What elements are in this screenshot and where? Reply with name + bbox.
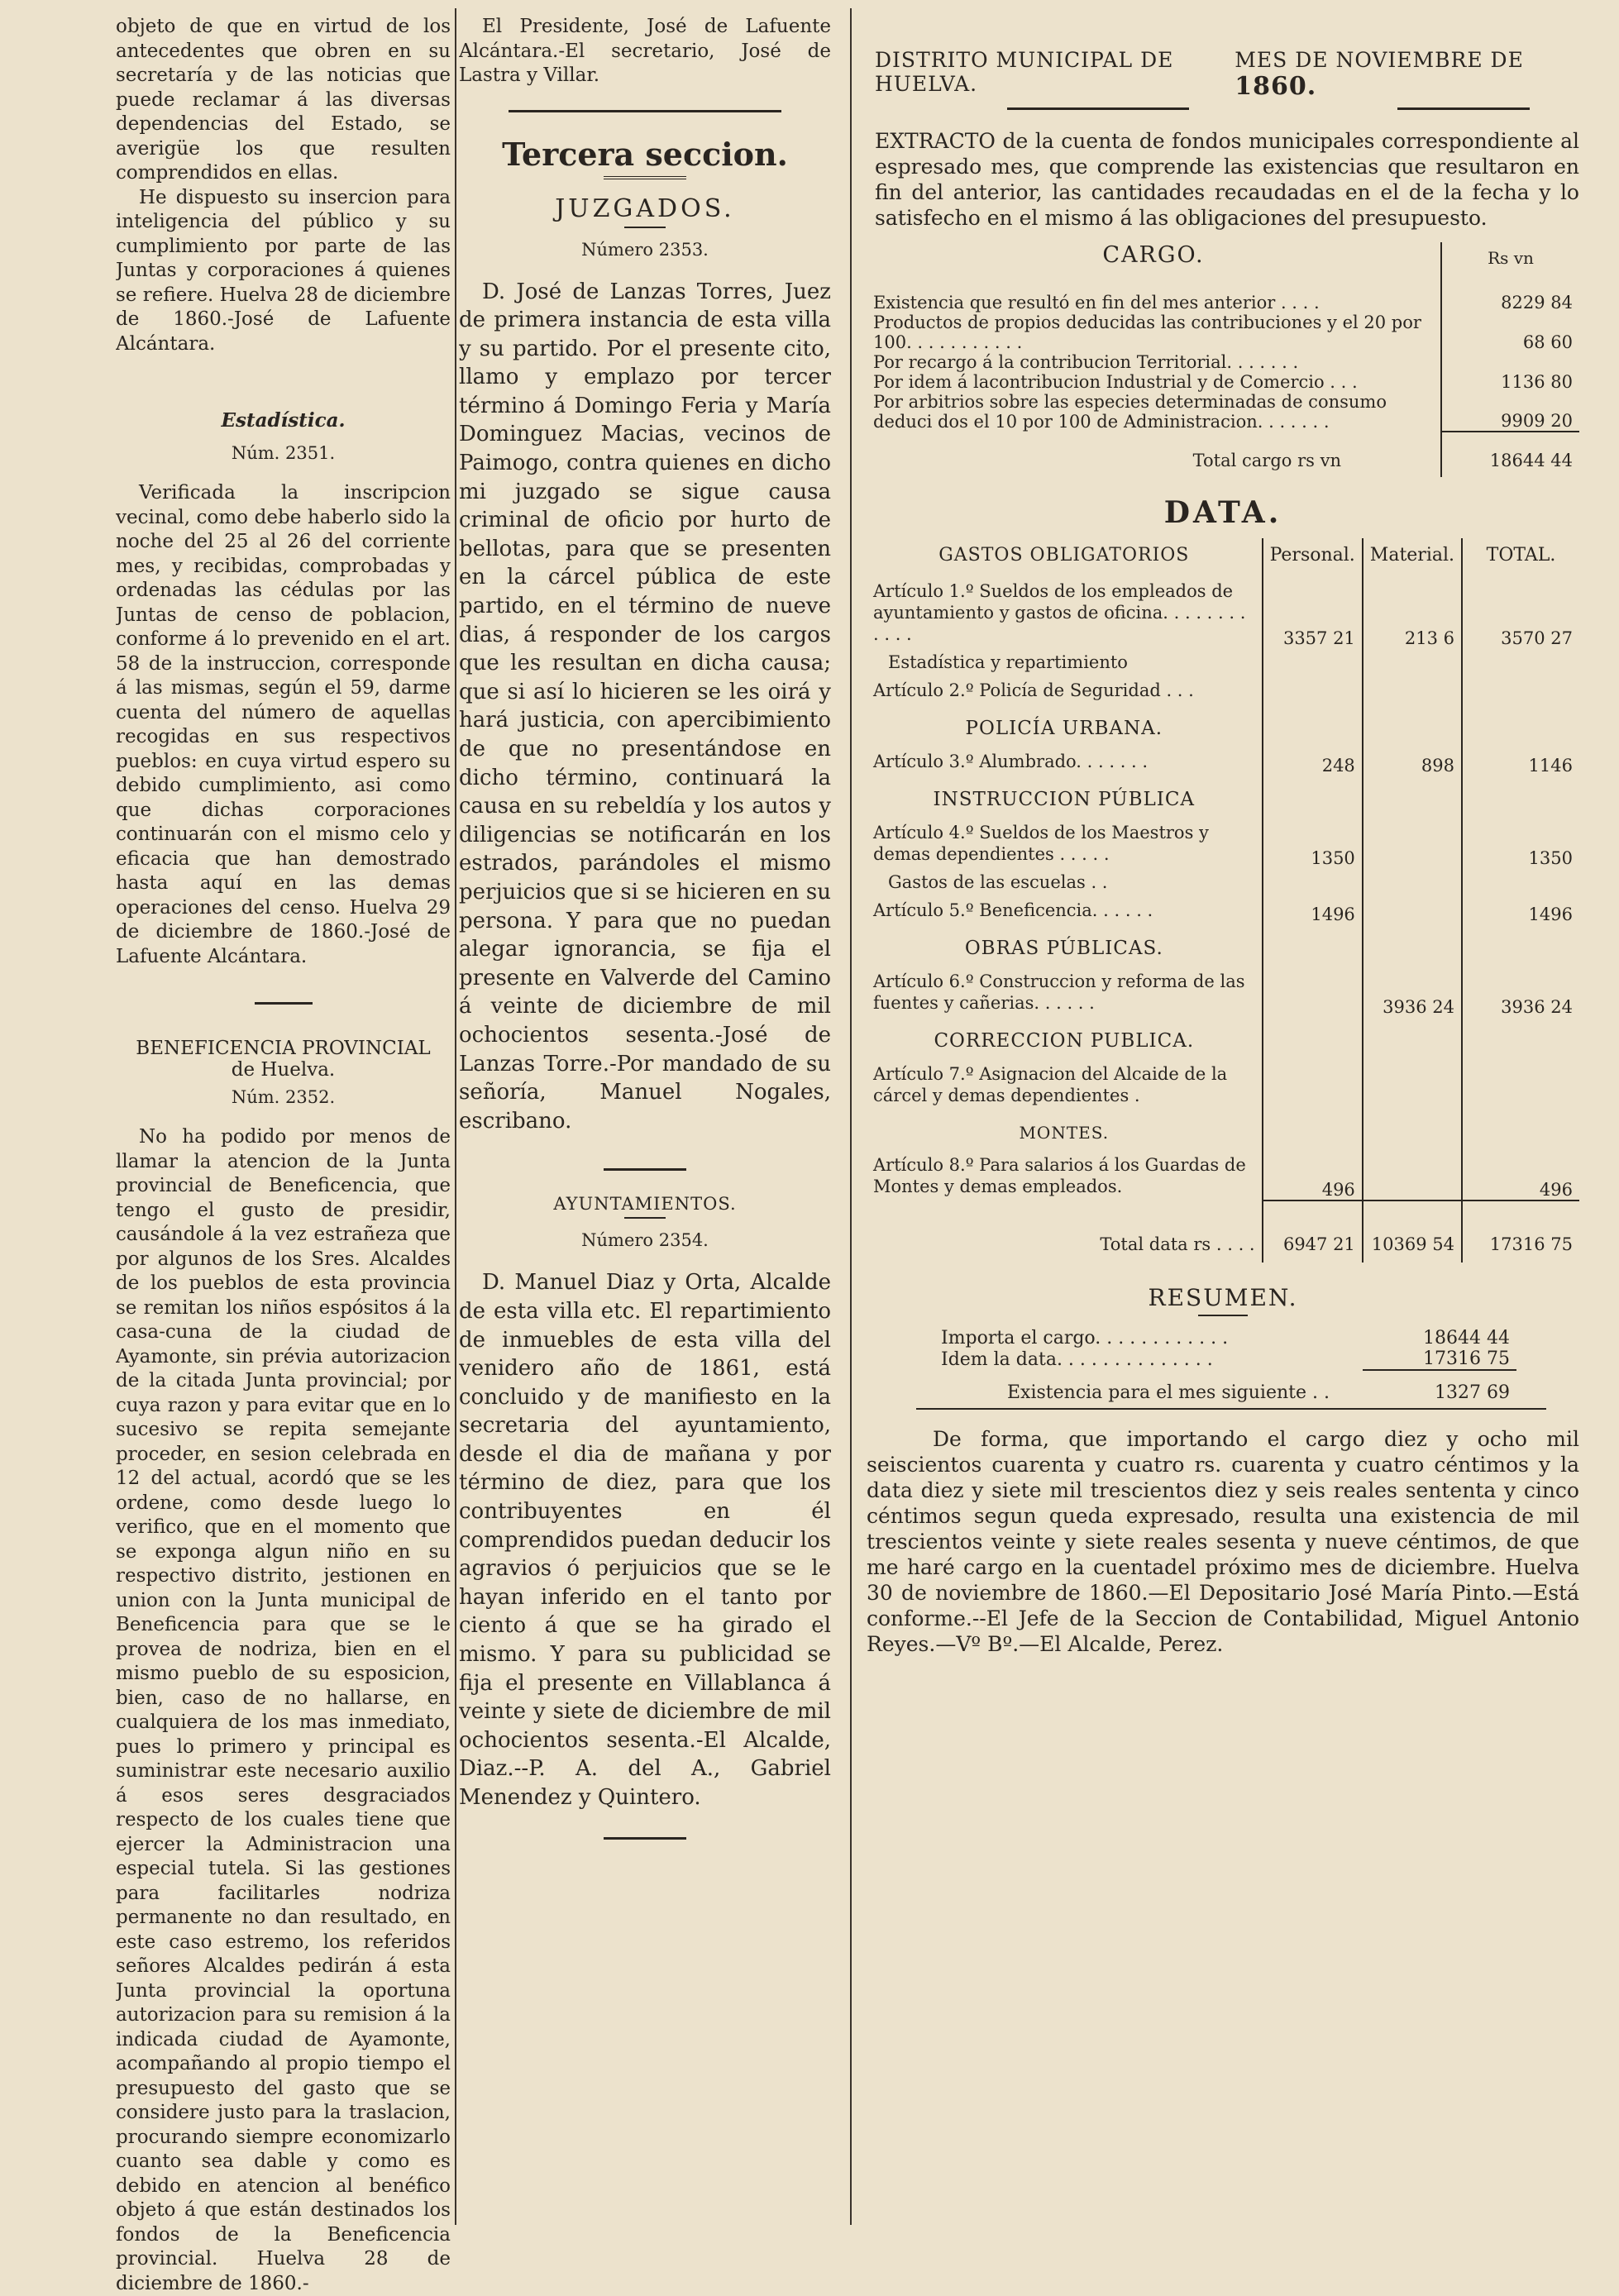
cargo-row: Productos de propios deducidas las contribuciones y el 20 por 100. . . . . . . . . . . 68 60 — [867, 313, 1579, 352]
signature: El Presidente, José de Lafuente Alcántara.-El secretario, José de Lastra y Villar. — [459, 16, 831, 86]
resumen-row: Existencia para el mes siguiente . . 1327 69 — [1007, 1382, 1510, 1403]
separator — [604, 1837, 686, 1840]
circular-closing: He dispuesto su insercion para inteligencia del público y su cumplimiento por parte de las Juntas y corporaciones á quienes se refiere. Huelva 28 de diciembre de 1860.-José de Lafuente Alcántara. — [116, 186, 451, 355]
data-row: Artículo 7.º Asignacion del Alcaide de la cárcel y demas dependientes . — [867, 1060, 1579, 1110]
data-subheading: OBRAS PÚBLICAS. — [867, 924, 1579, 967]
data-heading: DATA. — [1163, 495, 1282, 530]
separator — [255, 1002, 313, 1005]
cargo-heading: CARGO. — [1102, 242, 1205, 268]
section-heading: AYUNTAMIENTOS. — [553, 1194, 737, 1215]
notice-text: D. Manuel Diaz y Orta, Alcalde de esta villa etc. El repartimiento de inmuebles de esta villa del venidero año de 1861, está concluido y de manifiesto en la secretaria del ayuntamiento, desde el dia de mañana y por término de diez, para que los contribuyentes en él comprendidos puedan deducir los agravios ó perjuicios que se le hayan inferido en el tanto por ciento á que se ha girado el mismo. Y para su publicidad se fija el presente en Villablanca á veinte y siete de diciembre de mil ochocientos sesenta.-El Alcalde, Diaz.--P. A. del A., Gabriel Menendez y Quintero. — [459, 1270, 831, 1810]
data-row: Artículo 5.º Beneficencia. . . . . . 1496 1496 — [867, 896, 1579, 924]
data-table — [867, 538, 1579, 1263]
cargo-total-row — [867, 432, 1579, 477]
separator — [1198, 1315, 1248, 1316]
cargo-total: 18644 44 — [1441, 432, 1579, 477]
notice-text: D. José de Lanzas Torres, Juez de primera instancia de esta villa y su partido. Por el presente cito, llamo y emplazo por tercer término á Domingo Feria y María Dominguez Macias, vecinos de Paimogo, contra quienes en dicho mi juzgado se sigue causa criminal de oficio por hurto de bellotas, para que se presenten en la cárcel pública de este partido, en el término de nueve dias, á responder de los cargos que les resultan en dicha causa; que si así lo hicieren se les oirá y hará justicia, con apercibimiento de que no presentándose en dicho término, continuará la causa en su rebeldía y los autos y diligencias se notificarán en los estrados, parándoles el mismo perjuicios que si se hicieren en su persona. Y para que no puedan alegar ignorancia, se fija el presente en Valverde del Camino á veinte de diciembre de mil ochocientos sesenta.-José de Lanzas Torre.-Por mandado de su señoría, Manuel Nogales, escribano. — [459, 279, 831, 1134]
data-row: Artículo 1.º Sueldos de los empleados de ayuntamiento y gastos de oficina. . . . . . . . . . . . 3357 21 213 6 3570 27 — [867, 577, 1579, 648]
data-subheading: INSTRUCCION PÚBLICA — [867, 776, 1579, 819]
closing-statement: De forma, que importando el cargo diez y ocho mil seiscientos cuarenta y cuatro rs. cuarenta y cuatro céntimos y la data diez y siete mil trescientos diez y seis reales sententa y cinco céntimos segun queda expresado, resulta una existencia de mil trescientos veinte y siete reales sesenta y nueve céntimos, de que me haré cargo en la cuentadel próximo mes de diciembre. Huelva 30 de noviembre de 1860.—El Depositario José María Pinto.—Está conforme.--El Jefe de la Seccion de Contabilidad, Miguel Antonio Reyes.—Vº Bº.—El Alcalde, Perez. — [867, 1427, 1579, 1656]
separator — [604, 1168, 686, 1171]
cargo-row: Existencia que resultó en fin del mes anterior . . . . 8229 84 — [867, 293, 1579, 313]
section-subheading: de Huelva. — [231, 1059, 336, 1081]
currency-label: Rs vn — [1441, 242, 1579, 293]
data-row: Artículo 8.º Para salarios á los Guardas de Montes y demas empleados. 496 496 — [867, 1151, 1579, 1201]
notice-number: Núm. 2352. — [231, 1087, 336, 1107]
notice-number: Número 2354. — [581, 1230, 709, 1251]
resumen-heading: RESUMEN. — [1148, 1284, 1298, 1311]
cargo-row: Por recargo á la contribucion Territorial. . . . . . . — [867, 352, 1579, 372]
rule — [509, 110, 781, 112]
separator — [604, 176, 686, 179]
column-1 — [116, 15, 451, 2296]
district-title: DISTRITO MUNICIPAL DE HUELVA. — [875, 48, 1174, 96]
data-total-label: Total data rs . . . . — [1100, 1234, 1255, 1254]
separator — [624, 1217, 666, 1219]
resumen-row: Importa el cargo. . . . . . . . . . . . 18644 44 — [941, 1328, 1510, 1348]
notice-text: Verificada la inscripcion vecinal, como debe haberlo sido la noche del 25 al 26 del corriente mes, y recibidas, comprobadas y ordenadas las cédulas por las Juntas de censo de poblacion, conforme á lo prevenido en el art. 58 de la instruccion, corresponde á las mismas, según el 59, darme cuenta del número de aquellas recogidas en sus respectivos pueblos: en cuya virtud espero su debido cumplimiento, asi como que dichas corporaciones continuarán con el mismo celo y eficacia que han demostrado hasta aquí en las demas operaciones del censo. Huelva 29 de diciembre de 1860.-José de Lafuente Alcántara. — [116, 482, 451, 967]
notice-text: No ha podido por menos de llamar la atencion de la Junta provincial de Beneficencia, que tengo el gusto de presidir, causándole á la vez estrañeza que por algunos de los Sres. Alcaldes de los pueblos de esta provincia se remitan los niños espósitos á la casa-cuna de la ciudad de Ayamonte, sin prévia autorizacion de la citada Junta provincial; por cuya razon y para evitar que en lo sucesivo se repita semejante proceder, en sesion celebrada en 12 del actual, acordó que se les ordene, como desde luego lo verifico, que en el momento que se exponga algun niño en su respectivo distrito, jestionen en union con la Junta municipal de Beneficencia para que se le provea de nodriza, bien en el mismo pueblo de su esposicion, bien, caso de no hallarse, en cualquiera de los mas inmediato, pues lo primero y principal es suministrar este necesario auxilio á esos seres desgraciados respecto de los cuales tiene que ejercer la Administracion una especial tutela. Si las gestiones para facilitarles nodriza permanente no dan resultado, en este caso estremo, los referidos señores Alcaldes pedirán á esta Junta provincial la oportuna autorizacion para su remision á la indicada ciudad de Ayamonte, acompañando al propio tiempo el presupuesto del gasto que se considere justo para la traslacion, procurando siempre economizarlo cuanto sea dable y como es debido en atencion al benéfico objeto á que están destinados los fondos de la Beneficencia provincial. Huelva 28 de diciembre de 1860.- — [116, 1126, 451, 2294]
rule — [916, 1408, 1546, 1410]
masthead-rules — [867, 107, 1579, 110]
data-row: Gastos de las escuelas . . — [867, 868, 1579, 896]
data-subheading: POLICÍA URBANA. — [867, 704, 1579, 747]
column-2 — [459, 15, 831, 1840]
section-heading: JUZGADOS. — [555, 193, 735, 223]
cargo-row: Por arbitrios sobre las especies determinadas de consumo deduci dos el 10 por 100 de Administracion. . . . . . . 9909 20 — [867, 392, 1579, 432]
section-heading: BENEFICENCIA PROVINCIAL — [136, 1038, 431, 1059]
month-title: MES DE NOVIEMBRE DE 1860. — [1235, 48, 1524, 101]
column-3 — [867, 15, 1579, 1657]
data-row: Estadística y repartimiento — [867, 648, 1579, 676]
data-row: Artículo 3.º Alumbrado. . . . . . . 248 898 1146 — [867, 747, 1579, 776]
cargo-row: Por idem á lacontribucion Industrial y de Comercio . . . 1136 80 — [867, 372, 1579, 392]
data-total-row: Total data rs . . . . 6947 21 10369 54 17316 75 — [867, 1201, 1579, 1263]
data-subheading: CORRECCION PUBLICA. — [867, 1017, 1579, 1060]
notice-number: Número 2353. — [581, 239, 709, 260]
column-divider — [455, 8, 456, 2225]
cargo-total-label: Total cargo rs vn — [1192, 451, 1341, 470]
circular-continuation: objeto de que en virtud de los antecedentes que obren en su secretaría y de las noticias que puede reclamar á las diversas dependencias del Estado, se averigüe los que resulten comprendidos en ellas. — [116, 16, 451, 184]
masthead — [867, 15, 1579, 107]
section-heading: Estadística. — [221, 409, 346, 432]
year: 1860. — [1235, 72, 1317, 101]
column-divider — [850, 8, 852, 2225]
data-header-row: GASTOS OBLIGATORIOS Personal. Material. TOTAL. — [867, 538, 1579, 577]
resumen-table — [867, 1328, 1579, 1403]
data-subheading: MONTES. — [867, 1110, 1579, 1151]
data-row: Artículo 6.º Construccion y reforma de las fuentes y cañerias. . . . . . 3936 24 3936 24 — [867, 967, 1579, 1017]
notice-number: Núm. 2351. — [231, 443, 336, 463]
separator — [624, 227, 666, 228]
account-extract: EXTRACTO de la cuenta de fondos municipales correspondiente al espresado mes, que comprende las existencias que resultaron en fin del anterior, las cantidades recaudadas en el de la fecha y lo satisfecho en el mismo á las obligaciones del presupuesto. — [875, 129, 1579, 230]
section-title: Tercera seccion. — [502, 135, 788, 173]
cargo-table — [867, 242, 1579, 477]
data-row: Artículo 4.º Sueldos de los Maestros y demas dependientes . . . . . 1350 1350 — [867, 819, 1579, 868]
data-row: Artículo 2.º Policía de Seguridad . . . — [867, 676, 1579, 704]
resumen-row: Idem la data. . . . . . . . . . . . . . 17316 75 — [867, 1348, 1579, 1370]
